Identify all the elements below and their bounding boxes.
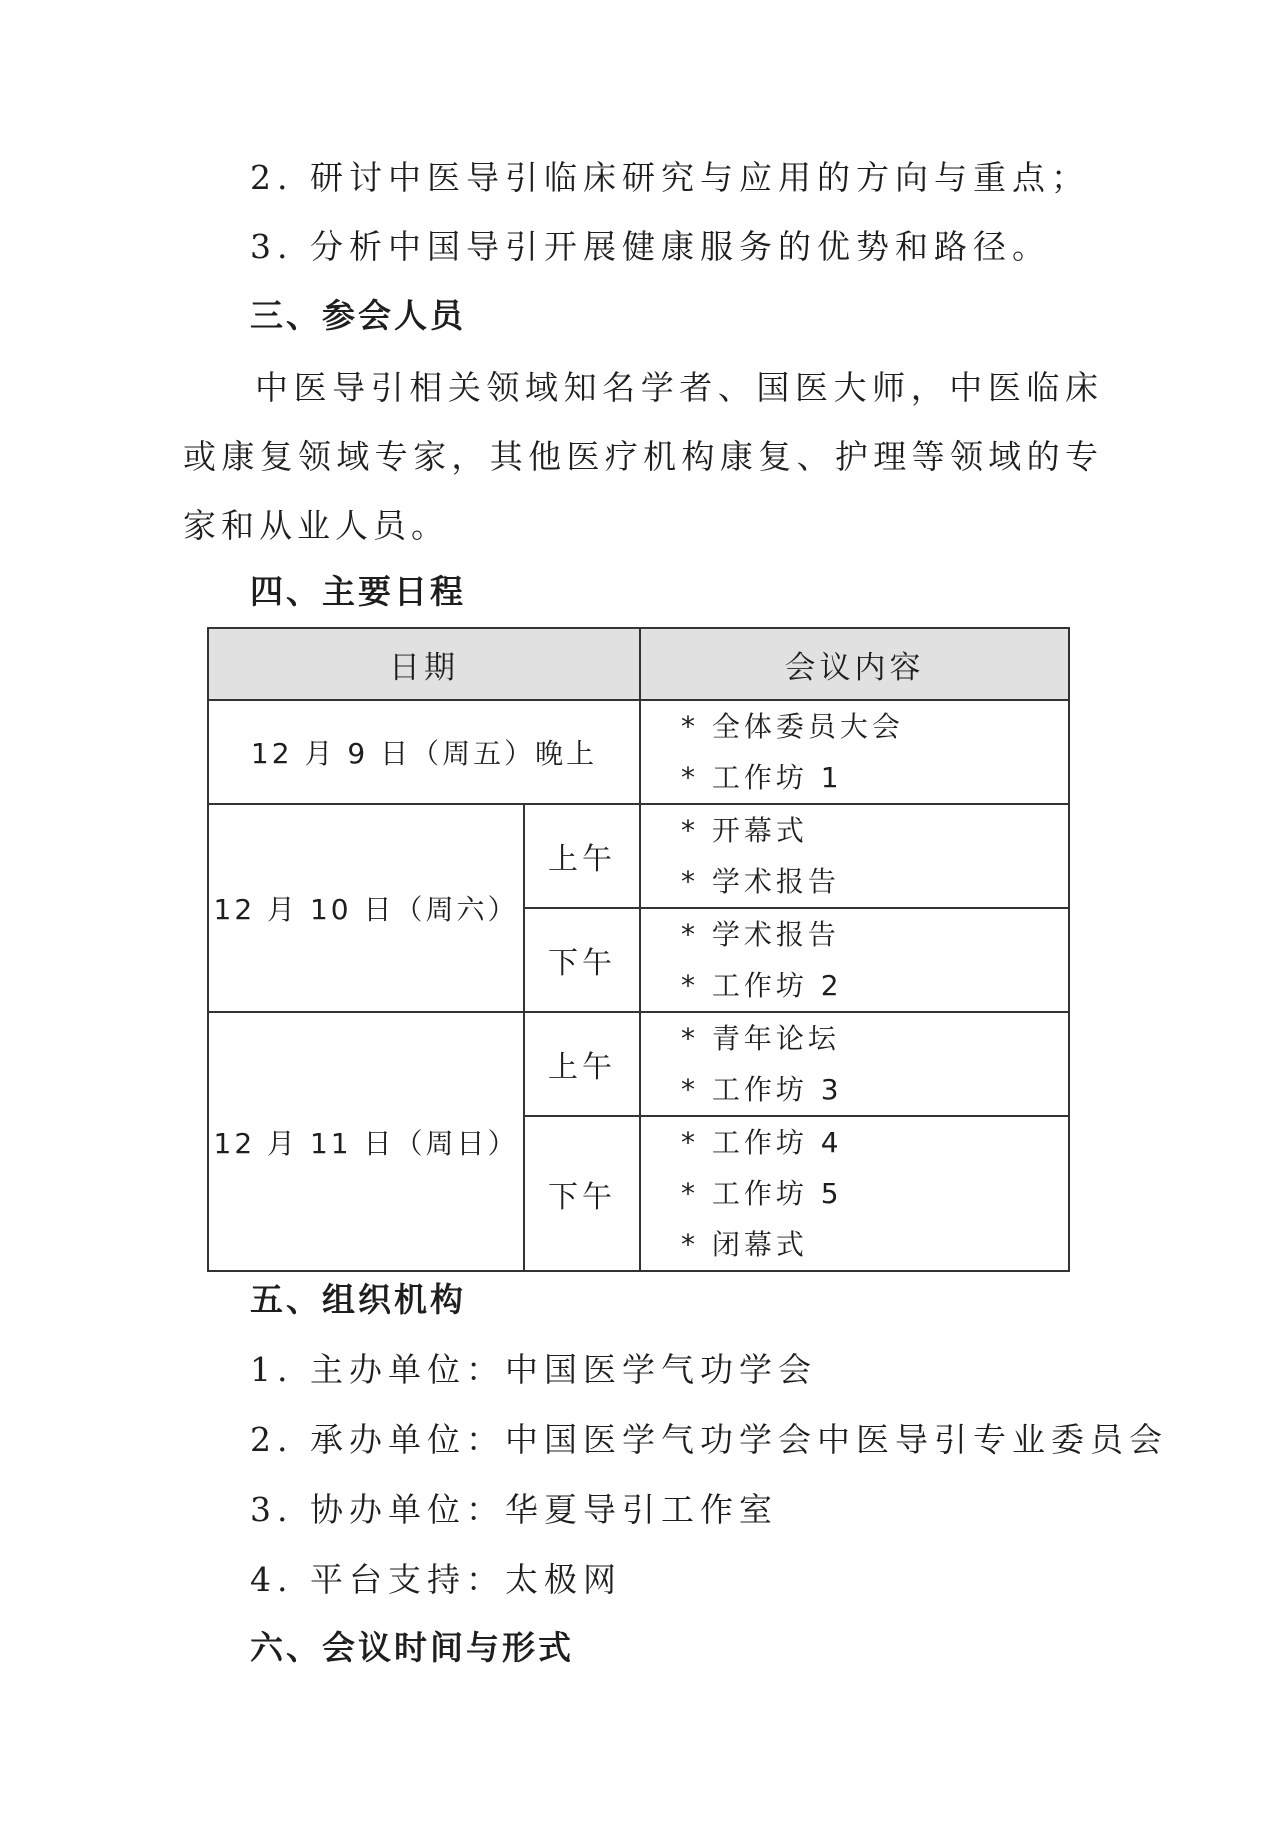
header-content: 会议内容: [640, 628, 1069, 700]
table-row-day2-am: [208, 804, 1069, 908]
header-date: 日期: [208, 628, 640, 700]
list-item: * 全体委员大会: [681, 710, 904, 743]
goal-item-3: 3. 分析中国导引开展健康服务的优势和路径。: [250, 227, 1051, 266]
day2-pm-label: 下午: [524, 908, 640, 1012]
list-item: * 学术报告: [681, 865, 840, 898]
list-item: * 闭幕式: [681, 1228, 808, 1261]
day3-date: 12 月 11 日（周日）: [208, 1012, 524, 1271]
section-heading-participants: 三、参会人员: [250, 296, 466, 335]
list-item: * 工作坊 4: [681, 1126, 843, 1159]
list-item: * 工作坊 3: [681, 1073, 843, 1106]
list-item: * 工作坊 1: [681, 761, 843, 794]
goal-item-2: 2. 研讨中医导引临床研究与应用的方向与重点；: [250, 158, 1090, 197]
list-item: * 工作坊 5: [681, 1177, 843, 1210]
schedule-table: [207, 627, 1070, 1272]
day2-pm-content: [640, 908, 1069, 1012]
day2-date: 12 月 10 日（周六）: [208, 804, 524, 1012]
day3-pm-label: 下午: [524, 1116, 640, 1271]
table-header-row: [208, 628, 1069, 700]
list-item: * 开幕式: [681, 814, 808, 847]
org-item-4: 4. 平台支持：太极网: [250, 1560, 622, 1599]
day3-am-content: [640, 1012, 1069, 1116]
participants-paragraph: 中医导引相关领域知名学者、国医大师，中医临床或康复领域专家，其他医疗机构康复、护理等领域的专家和从业人员。: [183, 368, 1103, 545]
section-heading-schedule: 四、主要日程: [250, 572, 466, 611]
org-item-1: 1. 主办单位：中国医学气功学会: [250, 1350, 817, 1389]
day2-am-content: [640, 804, 1069, 908]
list-item: * 青年论坛: [681, 1022, 840, 1055]
list-item: * 学术报告: [681, 918, 840, 951]
day1-date: 12 月 9 日（周五）晚上: [208, 700, 640, 804]
section-heading-organization: 五、组织机构: [250, 1280, 466, 1319]
org-item-3: 3. 协办单位：华夏导引工作室: [250, 1490, 778, 1529]
org-item-2: 2. 承办单位：中国医学气功学会中医导引专业委员会: [250, 1420, 1168, 1459]
table-row-day1: [208, 700, 1069, 804]
section-heading-time-format: 六、会议时间与形式: [250, 1628, 574, 1667]
list-item: * 工作坊 2: [681, 969, 843, 1002]
table-row-day3-am: [208, 1012, 1069, 1116]
day2-am-label: 上午: [524, 804, 640, 908]
day1-content: [640, 700, 1069, 804]
day3-am-label: 上午: [524, 1012, 640, 1116]
day3-pm-content: [640, 1116, 1069, 1271]
